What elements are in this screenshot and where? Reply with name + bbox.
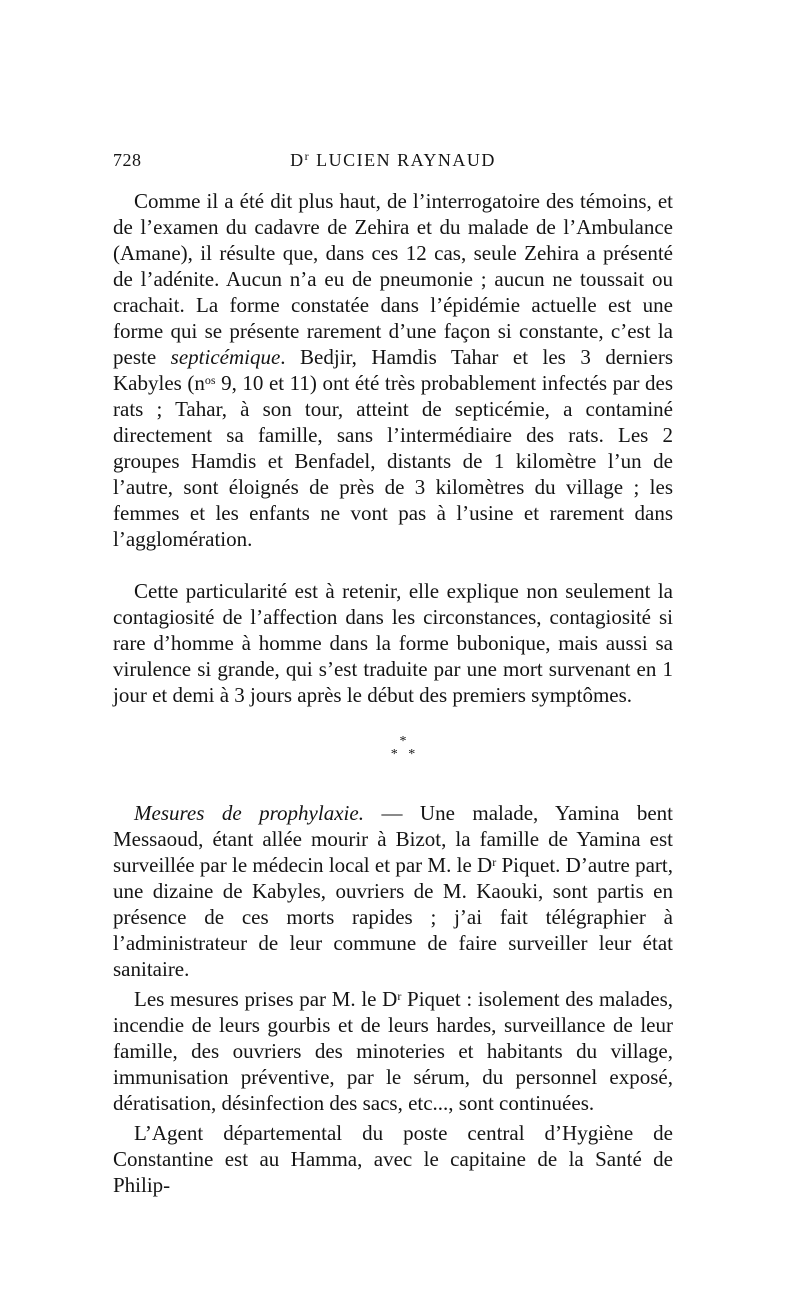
asterism-top: * [399,734,407,749]
running-title [113,150,673,171]
italic-term: septicémique [170,345,281,369]
page-number: 728 [113,150,142,170]
paragraph-text: Comme il a été dit plus haut, de l’interrogatoire des témoins, et de l’examen du cadavre de Zehira et du malade de l’Ambulance (Amane), il résulte que, dans ces 12 cas, seule Zehira a présenté de l’adénite. Aucun n’a eu de pneumonie ; aucun ne toussait ou crachait. La forme constatée dans l’épidémie actuelle est une forme qui se présente rarement d’une façon si constante, c’est la peste [113,189,673,369]
paragraph-prophylaxis [113,800,673,982]
section-heading-italic: Mesures de prophylaxie. [134,801,364,825]
paragraph-contagiosity: Cette particularité est à retenir, elle explique non seulement la contagiosité de l’affection dans les circonstances, contagiosité si rare d’homme à homme dans la forme bubonique, mais aussi sa virulence si grande, qui s’est traduite par une mort survenant en 1 jour et demi à 3 jours après le début des premiers symptômes. [113,579,673,707]
superscript: os [204,373,216,387]
paragraph-text: — Une malade, Yamina bent Messaoud, étant allée mourir à Bizot, la famille de Yamina est surveillée par le médecin local et par M. le D [113,801,674,877]
paragraph-measures [113,986,673,1116]
superscript: r [492,855,497,869]
running-title-name: LUCIEN RAYNAUD [310,150,496,170]
running-title-superscript: r [304,149,311,163]
body-text [113,188,673,1198]
superscript: r [397,989,402,1003]
paragraph-septicemic-plague [113,188,673,552]
paragraph-text: Les mesures prises par M. le D [134,987,398,1011]
running-head [113,150,673,176]
paragraph-text: Piquet : isolement des malades, incendie de leurs gourbis et de leurs hardes, surveillance de leur famille, des ouvriers des minoteries et habitants du village, immunisation préventive, par le sérum, du personnel exposé, dératisation, désinfection des sacs, etc..., sont continuées. [113,987,674,1115]
paragraph-departmental-agent: L’Agent départemental du poste central d’Hygiène de Constantine est au Hamma, avec le capitaine de la Santé de Philip- [113,1121,673,1197]
asterism-bottom: * * [390,747,416,762]
paragraph-text: . Bedjir, Hamdis Tahar et les 3 derniers Kabyles (n [113,345,673,395]
paragraph-text: Piquet. D’autre part, une dizaine de Kabyles, ouvriers de M. Kaouki, sont partis en présence de ces morts rapides ; j’ai fait télégraphier à l’administrateur de leur commune de faire surveiller leur état sanitaire. [113,853,673,981]
running-title-prefix: D [290,150,305,170]
paragraph-text: 9, 10 et 11) ont été très probablement infectés par des rats ; Tahar, à son tour, atteint de septicémie, a contaminé directement sa famille, sans l’intermédiaire des rats. Les 2 groupes Hamdis et Benfadel, distants de 1 kilomètre l’un de l’autre, sont éloignés de près de 3 kilomètres du village ; les femmes et les enfants ne vont pas à l’usine et rarement dans l’agglomération. [113,371,673,551]
section-asterism [113,736,673,762]
